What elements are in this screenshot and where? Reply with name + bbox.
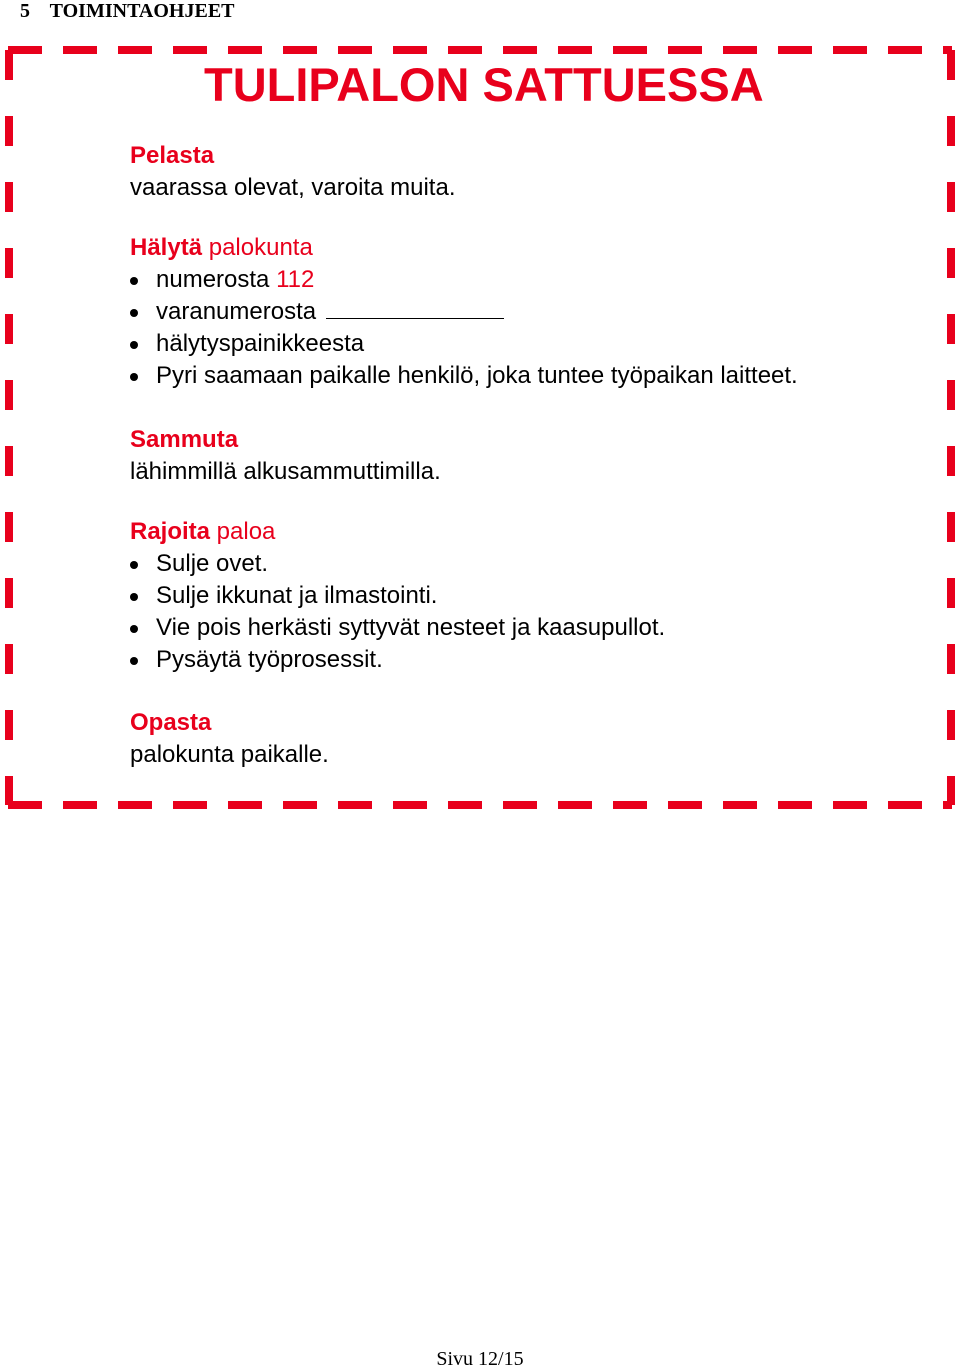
halyta-section [130, 232, 798, 392]
list-item-text: Sulje ikkunat ja ilmastointi. [156, 582, 438, 609]
bullet-icon [130, 561, 138, 569]
bullet-icon [130, 309, 138, 317]
list-item [130, 580, 665, 612]
list-item-text: numerosta [156, 266, 277, 293]
list-item [130, 264, 798, 296]
bullet-icon [130, 657, 138, 665]
section-title: TOIMINTAOHJEET [49, 0, 235, 22]
rajoita-heading-rest: paloa [210, 518, 276, 545]
list-item-text: Sulje ovet. [156, 550, 269, 577]
halyta-heading-rest: palokunta [202, 234, 313, 261]
opasta-section [130, 707, 329, 771]
emergency-number: 112 [276, 266, 315, 293]
bullet-icon [130, 373, 138, 381]
backup-number-blank [326, 296, 504, 319]
list-item [130, 644, 665, 676]
rajoita-heading: Rajoita [130, 518, 211, 545]
sammuta-text: lähimmillä alkusammuttimilla. [130, 458, 441, 485]
page-number: Sivu 12/15 [436, 1348, 524, 1370]
bullet-icon [130, 593, 138, 601]
list-item [130, 360, 798, 392]
pelasta-text: vaarassa olevat, varoita muita. [130, 174, 456, 201]
bullet-icon [130, 277, 138, 285]
list-item-text: Pyri saamaan paikalle henkilö, joka tuntee työpaikan laitteet. [156, 362, 798, 389]
list-item-text: varanumerosta [156, 298, 317, 325]
list-item-text: hälytyspainikkeesta [156, 330, 365, 357]
notice-title: TULIPALON SATTUESSA [204, 58, 764, 111]
halyta-list [130, 264, 798, 392]
opasta-heading: Opasta [130, 709, 212, 736]
list-item-text: Pysäytä työprosessit. [156, 646, 383, 673]
rajoita-list [130, 548, 665, 676]
section-number: 5 [20, 0, 30, 22]
list-item [130, 548, 665, 580]
halyta-heading: Hälytä [130, 234, 203, 261]
pelasta-heading: Pelasta [130, 142, 215, 169]
sammuta-heading: Sammuta [130, 426, 239, 453]
bullet-icon [130, 625, 138, 633]
pelasta-section [130, 140, 456, 204]
rajoita-section [130, 516, 665, 676]
opasta-text: palokunta paikalle. [130, 741, 329, 768]
list-item-text: Vie pois herkästi syttyvät nesteet ja kaasupullot. [156, 614, 666, 641]
list-item [130, 328, 798, 360]
list-item [130, 296, 798, 328]
list-item [130, 612, 665, 644]
bullet-icon [130, 341, 138, 349]
sammuta-section [130, 424, 441, 488]
